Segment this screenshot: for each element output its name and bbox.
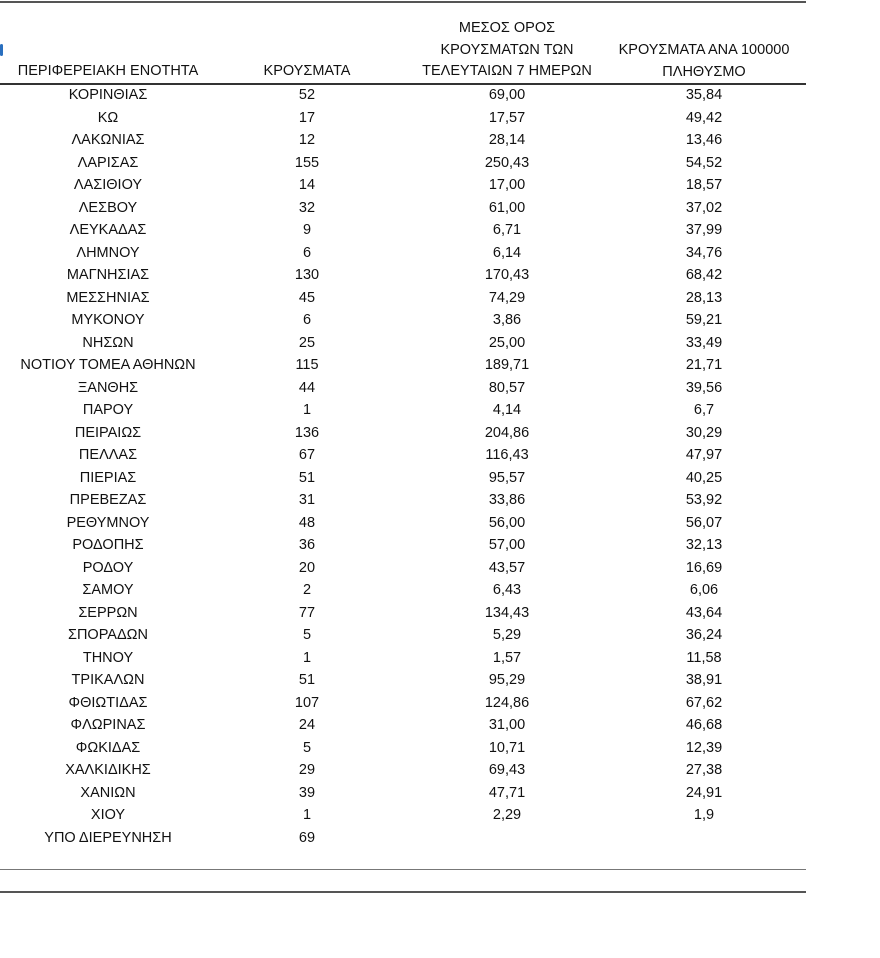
cell-per100k: 21,71	[685, 357, 723, 373]
cell-avg7: 1,57	[492, 649, 522, 666]
left-edge-marker	[0, 44, 3, 56]
table-row	[0, 174, 806, 197]
cell-per100k: 32,13	[685, 537, 723, 553]
cell-per100k: 37,99	[685, 222, 723, 238]
cell-per100k: 33,49	[685, 334, 723, 351]
cell-per100k: 34,76	[685, 244, 723, 261]
cell-per100k: 11,58	[686, 649, 722, 666]
cell-cases: 51	[298, 469, 316, 486]
cell-region: ΛΑΡΙΣΑΣ	[77, 154, 139, 171]
cell-region: ΚΟΡΙΝΘΙΑΣ	[68, 87, 148, 103]
cell-region: ΤΗΝΟΥ	[82, 649, 134, 666]
cell-avg7: 95,57	[488, 469, 526, 486]
header-cases-text: ΚΡΟΥΣΜΑΤΑ	[263, 63, 351, 79]
cell-cases: 1	[302, 807, 312, 823]
top-rule	[0, 1, 806, 3]
cell-region: ΛΕΣΒΟΥ	[78, 199, 138, 216]
cell-per100k: 16,69	[685, 559, 723, 576]
cell-avg7: 61,00	[488, 199, 526, 216]
cell-region: ΝΗΣΩΝ	[82, 334, 134, 351]
cell-avg7: 33,86	[488, 492, 526, 508]
cell-cases: 36	[298, 537, 316, 553]
table-row	[0, 804, 806, 827]
cell-cases: 107	[294, 694, 320, 711]
table-row	[0, 399, 806, 422]
table-row	[0, 354, 806, 377]
cell-cases: 48	[298, 514, 316, 531]
cell-region: ΜΥΚΟΝΟΥ	[71, 312, 145, 328]
cell-cases: 31	[298, 492, 316, 508]
cell-region: ΚΩ	[97, 109, 119, 126]
cell-per100k: 12,39	[685, 739, 723, 756]
cell-region: ΜΕΣΣΗΝΙΑΣ	[66, 289, 150, 306]
cell-per100k: 53,92	[685, 492, 723, 508]
cell-avg7: 116,43	[485, 447, 529, 463]
cell-avg7: 80,57	[488, 379, 526, 396]
cell-per100k: 49,42	[685, 109, 723, 126]
header-cases	[248, 61, 366, 83]
cell-region: ΛΗΜΝΟΥ	[76, 244, 140, 261]
cell-region: ΝΟΤΙΟΥ ΤΟΜΕΑ ΑΘΗΝΩΝ	[20, 357, 196, 373]
cell-region: ΜΑΓΝΗΣΙΑΣ	[66, 267, 150, 283]
header-avg7-line3: ΤΕΛΕΥΤΑΙΩΝ 7 ΗΜΕΡΩΝ	[422, 63, 592, 79]
cell-avg7: 2,29	[492, 807, 522, 823]
cell-avg7: 189,71	[484, 357, 530, 373]
cell-cases: 12	[298, 132, 316, 148]
cell-region: ΠΑΡΟΥ	[82, 402, 134, 418]
cell-region: ΤΡΙΚΑΛΩΝ	[71, 672, 145, 688]
table-body	[0, 84, 806, 849]
table-row	[0, 242, 806, 265]
cell-avg7: 57,00	[488, 537, 526, 553]
table-row	[0, 287, 806, 310]
cell-cases: 17	[298, 109, 316, 126]
cell-per100k: 40,25	[685, 469, 723, 486]
cell-region: ΠΙΕΡΙΑΣ	[79, 469, 137, 486]
cell-region: ΠΕΙΡΑΙΩΣ	[74, 424, 142, 441]
cell-region: ΦΛΩΡΙΝΑΣ	[70, 717, 146, 733]
cell-avg7: 170,43	[484, 267, 530, 283]
cell-avg7: 204,86	[484, 424, 530, 441]
header-per100k	[602, 40, 806, 83]
cell-avg7: 250,43	[484, 154, 530, 171]
cell-cases: 155	[294, 154, 320, 171]
table-row	[0, 377, 806, 400]
cell-per100k: 6,7	[693, 402, 715, 418]
cell-avg7: 25,00	[488, 334, 526, 351]
cell-region: ΛΑΚΩΝΙΑΣ	[71, 132, 145, 148]
cell-region: ΥΠΟ ΔΙΕΡΕΥΝΗΣΗ	[44, 829, 172, 846]
cell-cases: 5	[302, 739, 312, 756]
cell-region: ΣΠΟΡΑΔΩΝ	[68, 627, 148, 643]
cell-per100k: 37,02	[685, 199, 723, 216]
cell-avg7: 10,71	[488, 739, 526, 756]
table-row	[0, 219, 806, 242]
table-row	[0, 647, 806, 670]
cell-avg7: 28,14	[488, 132, 526, 148]
table-row	[0, 782, 806, 805]
table-row	[0, 107, 806, 130]
cell-cases: 2	[302, 582, 312, 598]
cell-cases: 6	[302, 312, 312, 328]
cell-cases: 67	[298, 447, 316, 463]
cell-per100k: 24,91	[685, 784, 723, 801]
cell-per100k: 47,97	[685, 447, 723, 463]
cell-avg7: 6,43	[492, 582, 522, 598]
cell-per100k: 43,64	[685, 604, 723, 621]
cell-region: ΠΡΕΒΕΖΑΣ	[69, 492, 147, 508]
cell-per100k: 46,68	[685, 717, 723, 733]
table-row	[0, 759, 806, 782]
cell-cases: 1	[302, 649, 312, 666]
header-avg7-line1: ΜΕΣΟΣ ΟΡΟΣ	[458, 20, 556, 36]
header-per100k-line2: ΠΛΗΘΥΣΜΟ	[662, 63, 746, 80]
cell-per100k: 38,91	[685, 672, 723, 688]
table-row	[0, 512, 806, 535]
table-row	[0, 557, 806, 580]
table-row	[0, 737, 806, 760]
table-row	[0, 129, 806, 152]
cell-cases: 32	[298, 199, 316, 216]
table-row	[0, 692, 806, 715]
cell-cases: 130	[294, 267, 320, 283]
cell-avg7: 124,86	[484, 694, 530, 711]
cell-region: ΧΙΟΥ	[90, 807, 126, 823]
cell-region: ΛΕΥΚΑΔΑΣ	[69, 222, 147, 238]
cell-per100k: 54,52	[685, 154, 723, 171]
cell-region: ΦΩΚΙΔΑΣ	[75, 739, 141, 756]
cell-avg7: 6,71	[492, 222, 522, 238]
cell-avg7: 56,00	[488, 514, 526, 531]
cell-region: ΦΘΙΩΤΙΔΑΣ	[68, 694, 148, 711]
table-row	[0, 669, 806, 692]
cell-per100k: 28,13	[685, 289, 723, 306]
cell-per100k: 39,56	[685, 379, 723, 396]
cell-cases: 52	[298, 87, 316, 103]
cell-per100k: 36,24	[685, 627, 723, 643]
cell-region: ΣΑΜΟΥ	[82, 582, 134, 598]
table-row	[0, 444, 806, 467]
table-row	[0, 602, 806, 625]
cell-cases: 1	[302, 402, 312, 418]
cell-avg7: 74,29	[488, 289, 526, 306]
table-row	[0, 309, 806, 332]
cell-per100k: 6,06	[689, 582, 719, 598]
table-row	[0, 332, 806, 355]
header-avg7	[412, 18, 602, 83]
cell-cases: 136	[294, 424, 320, 441]
table-row	[0, 197, 806, 220]
cell-per100k: 13,46	[685, 132, 723, 148]
cell-region: ΡΕΘΥΜΝΟΥ	[66, 514, 150, 531]
cell-region: ΛΑΣΙΘΙΟΥ	[73, 177, 143, 193]
table-row	[0, 624, 806, 647]
table-row	[0, 264, 806, 287]
cell-avg7: 17,57	[488, 109, 526, 126]
cell-per100k: 1,9	[693, 807, 715, 823]
table-row	[0, 489, 806, 512]
cell-per100k: 67,62	[685, 694, 723, 711]
cell-avg7: 69,43	[488, 762, 526, 778]
cell-avg7: 31,00	[488, 717, 526, 733]
table-row	[0, 84, 806, 107]
cell-region: ΣΕΡΡΩΝ	[78, 604, 138, 621]
header-avg7-line2: ΚΡΟΥΣΜΑΤΩΝ ΤΩΝ	[440, 41, 574, 58]
header-per100k-line1: ΚΡΟΥΣΜΑΤΑ ΑΝΑ 100000	[618, 42, 790, 58]
cell-per100k: 59,21	[685, 312, 723, 328]
cell-per100k: 56,07	[685, 514, 723, 531]
cell-region: ΧΑΝΙΩΝ	[80, 784, 136, 801]
cell-cases: 69	[298, 829, 316, 846]
bottom-rule-thin	[0, 869, 806, 870]
cell-avg7: 17,00	[488, 177, 526, 193]
table-row	[0, 579, 806, 602]
bottom-rule-thick	[0, 891, 806, 893]
cell-avg7: 134,43	[484, 604, 530, 621]
cell-per100k: 35,84	[685, 87, 723, 103]
cell-cases: 14	[298, 177, 316, 193]
cell-cases: 24	[298, 717, 316, 733]
cell-cases: 20	[298, 559, 316, 576]
cell-region: ΡΟΔΟΠΗΣ	[72, 537, 144, 553]
cell-cases: 77	[298, 604, 316, 621]
cell-cases: 5	[302, 627, 312, 643]
header-region-text: ΠΕΡΙΦΕΡΕΙΑΚΗ ΕΝΟΤΗΤΑ	[17, 63, 199, 79]
table-row	[0, 714, 806, 737]
cell-cases: 25	[298, 334, 316, 351]
cell-avg7: 69,00	[488, 87, 526, 103]
cell-cases: 29	[298, 762, 316, 778]
header-region	[0, 61, 216, 83]
cell-cases: 45	[298, 289, 316, 306]
cell-cases: 39	[298, 784, 316, 801]
table-row	[0, 827, 806, 850]
cell-region: ΧΑΛΚΙΔΙΚΗΣ	[65, 762, 151, 778]
cell-cases: 51	[298, 672, 316, 688]
cell-per100k: 30,29	[685, 424, 723, 441]
cell-avg7: 95,29	[488, 672, 526, 688]
table-row	[0, 534, 806, 557]
cell-avg7: 4,14	[492, 402, 522, 418]
cell-avg7: 6,14	[492, 244, 522, 261]
table-row	[0, 467, 806, 490]
cell-avg7: 43,57	[488, 559, 526, 576]
cell-region: ΞΑΝΘΗΣ	[77, 379, 139, 396]
cell-per100k: 27,38	[685, 762, 723, 778]
cell-avg7: 3,86	[492, 312, 522, 328]
cell-cases: 115	[295, 357, 319, 373]
cell-region: ΡΟΔΟΥ	[82, 559, 134, 576]
cell-avg7: 5,29	[492, 627, 522, 643]
cell-region: ΠΕΛΛΑΣ	[78, 447, 138, 463]
cell-avg7: 47,71	[488, 784, 526, 801]
cell-per100k: 18,57	[685, 177, 723, 193]
cell-cases: 6	[302, 244, 312, 261]
cell-cases: 9	[302, 222, 312, 238]
table-row	[0, 152, 806, 175]
table-row	[0, 422, 806, 445]
cell-cases: 44	[298, 379, 316, 396]
cell-per100k: 68,42	[685, 267, 723, 283]
